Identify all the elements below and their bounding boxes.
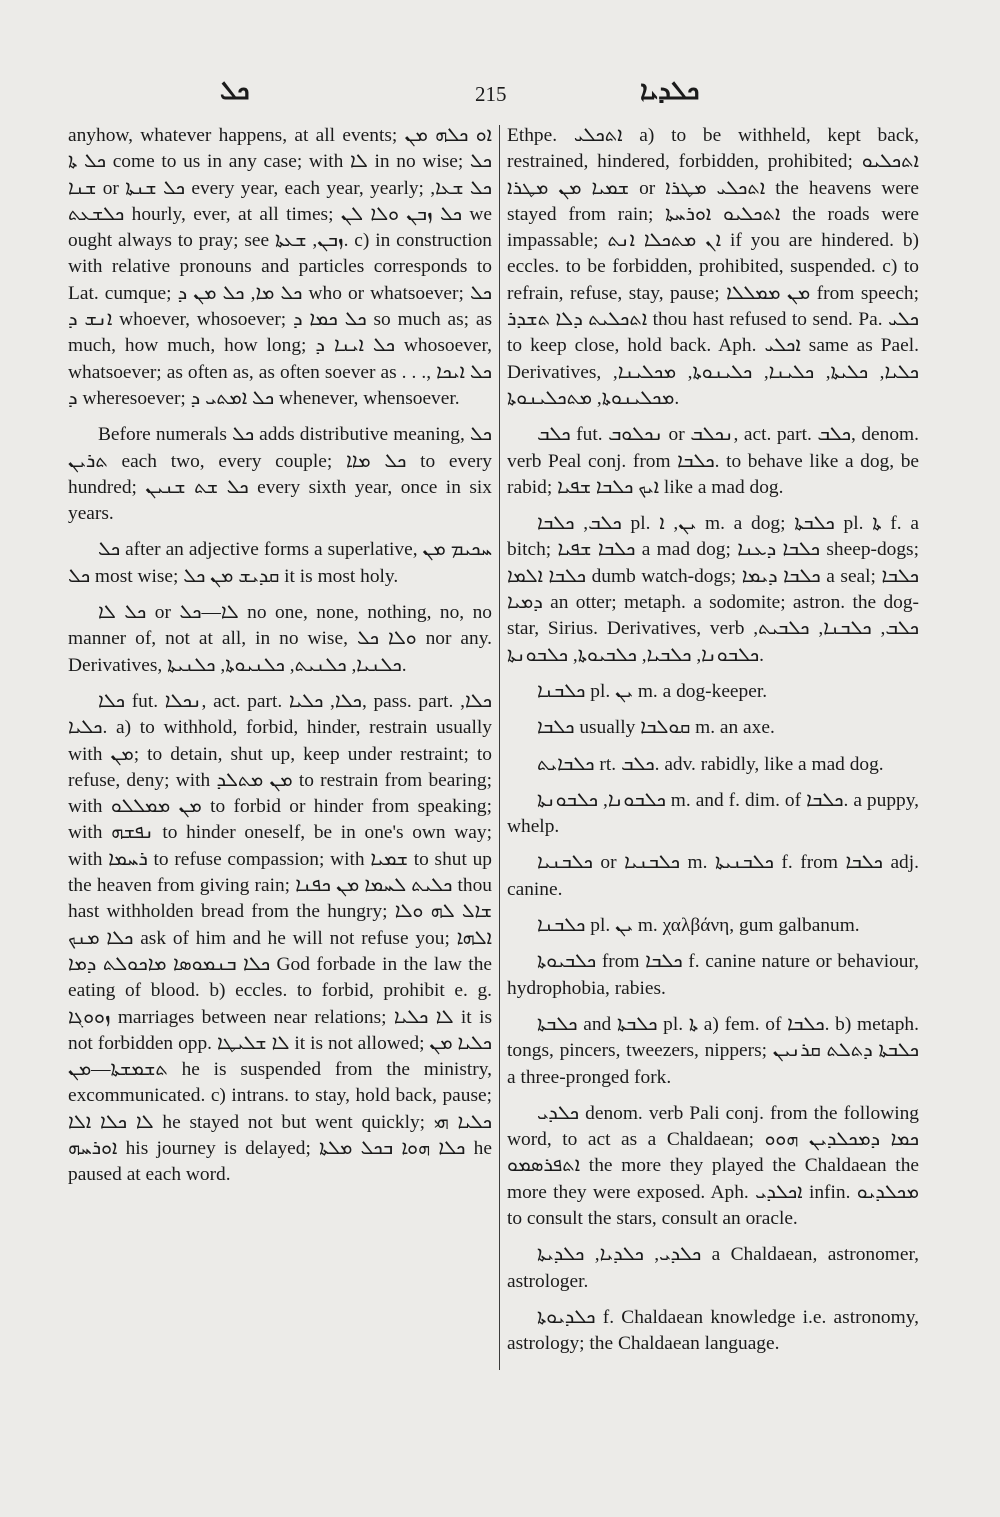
entry-paragraph: ܟܠ after an adjective forms a superlative, ܚܟܝܡ ܡܢ ܟܠ most wise; ܩܕܝܫ ܡܢ ܟܠ it is most holy. — [68, 539, 492, 587]
entry-paragraph: ܟܠܐ fut. ܢܟܠܐ, act. part. ܟܠܐ, ܟܠܝܐ, pass. part. ܟܠܐ, ܟܠܝܐ. a) to withhold, forbid, hinder, restrain usually with ܡܢ; to detain, shut up, keep under restraint; to refuse, deny; with ܡܢ ܡܬܠܕ to restrain from bearing; with ܡܢ ܡܡܠܠܘ to forbid or hinder from speaking; with ܢܦܫܗ to hinder oneself, be in one's own way; with ܪܚܡܐ to refuse compassion; with ܫܡܝܐ to shut up the heaven from giving rain; ܟܠܝܬ ܠܚܡܐ ܡܢ ܟܦܢܐ thou hast withholden bread from the hungry; ܫܐܠ ܠܗ ܘܠܐ ܟܠܐ ܡܢܟ ask of him and he will not refuse you; ܐܠܗܐ ܟܠܐ ܒܢܡܘܣܐ ܡܐܟܘܠܬ ܕܡܐ God forbade in the law the eating of blood. b) eccles. to forbid, prohibit e. g. ܙܘܘܓܐ marriages between near relations; ܠܐ ܟܠܝܐ it is not forbidden opp. ܠܐ ܫܠܝܛܐ it is not allowed; ܟܠܝܐ ܡܢ ܬܫܡܫܬܐ—ܡܢ he is suspended from the ministry, excommunicated. c) intrans. to stay, hold back, pause; ܠܐ ܟܠܐ ܐܠܐ he stayed not but went quickly; ܟܠܝܐ ܗܝ ܐܘܪܚܗ his journey is delayed; ܟܠܐ ܗܘܐ ܒܟܠ ܡܠܬܐ he paused at each word. — [68, 690, 493, 1186]
page-number: 215 — [475, 82, 507, 106]
entry-paragraph: ܟܠܒ fut. ܢܟܠܘܒ or ܢܟܠܒ, act. part. ܟܠܒ, denom. verb Peal conj. from ܟܠܒܐ. to behave like a dog, be rabid; ܐܝܟ ܟܠܒܐ ܫܦܝܐ like a mad dog. — [507, 424, 919, 498]
entry-paragraph: anyhow, whatever happens, at all events; ܐܘ ܟܠܗ ܡܢ ܟܠ ܬܐ come to us in any case; with ܠܐ in no wise; ܟܠ ܫܢܐ or ܟܠ ܫܢܬܐ every year, each year, yearly; ܟܠ ܫܥܐ, ܟܠܫܥܬ hourly, ever, at all times; ܟܠ ܙܒܢ ܘܠܐ ܠܢ we ought always to pray; see ܙܒܢ, ܫܥܬܐ. c) in construction with relative pronouns and particles corresponds to Lat. cumque; ܟܠ ܡܐ, ܟܠ ܡܢ ܕ who or whatsoever; ܟܠ ܐܢܫ ܕ whoever, whosoever; ܟܠ ܟܡܐ ܕ so much as; as much, how much, how long; ܟܠ ܐܝܢܐ ܕ whosoever, whatsoever; as often as, as often soever as . . ., ܟܠ ܐܝܟܐ ܕ wheresoever; ܟܠ ܐܡܬܝ ܕ whenever, whensoever. — [68, 125, 493, 409]
running-header — [0, 74, 1000, 114]
entry-paragraph: ܟܠܒܝܘܬܐ from ܟܠܒܐ f. canine nature or behaviour, hydrophobia, rabies. — [507, 951, 919, 999]
entry-paragraph: ܟܠܒܐ usually ܩܘܠܒܐ m. an axe. — [537, 717, 775, 739]
entry-paragraph: ܟܠ ܠܐ or ܠܐ—ܟܠ no one, none, nothing, no, no manner of, not at all, in no wise, ܘܠܐ ܟܠ nor any. Derivatives, ܟܠܢܝܐ, ܟܠܢܝܬ, ܟܠܢܝܘܬܐ, ܟܠܢܝܬܐ. — [68, 602, 492, 676]
entry-paragraph: ܟܠܒܘܢܐ, ܟܠܒܘܢܬܐ m. and f. dim. of ܟܠܒܐ. a puppy, whelp. — [507, 789, 919, 838]
entry-paragraph: ܟܠܒܬܐ and ܟܠܒܬܐ pl. ܬܐ a) fem. of ܟܠܒܐ. b) metaph. tongs, pincers, tweezers, nippers; ܟܠܒܬܐ ܕܬܠܬ ܩܪܢܝܢ a three-pronged fork. — [507, 1013, 919, 1088]
entry-paragraph: ܟܠܕܝ denom. verb Pali conj. from the following word, to act as a Chaldaean; ܟܡܐ ܕܡܟܠܕܝܢ ܗܘܘ ܐܬܦܪܣܡܘ the more they played the Chaldaean the more they were exposed. Aph. ܐܟܠܕܝ infin. ܡܟܠܕܝܘ to consult the stars, consult an oracle. — [507, 1102, 920, 1229]
entry-paragraph: Before numerals ܟܠ adds distributive meaning, ܟܠ ܬܪܝܢ each two, every couple; ܟܠ ܡܐܐ to every hundred; ܟܠ ܫܬ ܫܢܝܢ every sixth year, once in six years. — [68, 424, 492, 525]
entry-paragraph: ܟܠܒܢܝܐ or ܟܠܒܢܝܐ m. ܟܠܒܢܝܬܐ f. from ܟܠܒܐ adj. canine. — [507, 852, 919, 900]
right-guide-word: ܟܠܕܝܐ — [640, 76, 700, 105]
entry-paragraph: Ethpe. ܐܬܟܠܝ a) to be withheld, kept back, restrained, hindered, forbidden, prohibited; ܐܬܟܠܝܘ ܫܡܝܐ ܡܢ ܡܛܪܐ or ܐܬܟܠܝ ܡܛܪܐ the heavens were stayed from rain; ܐܬܟܠܝܘ ܐܘܪܚܬܐ the roads were impassable; ܐܢ ܡܬܟܠܐ ܐܢܬ if you are hindered. b) eccles. to be forbidden, prohibited, suspended. c) to refrain, refuse, stay, pause; ܡܢ ܡܡܠܠܐ from speech; ܐܬܟܠܝܬ ܕܠܐ ܬܫܕܪ thou hast refused to send. Pa. ܟܠܝ to keep close, hold back. Aph. ܐܟܠܝ same as Pael. Derivatives, ܟܠܝܐ, ܟܠܝܬܐ, ܟܠܝܢܐ, ܟܠܝܢܘܬܐ, ܡܟܠܝܢܐ, ܡܟܠܝܢܘܬܐ, ܡܬܟܠܝܢܘܬܐ. — [507, 125, 920, 409]
right-column — [507, 123, 919, 1367]
entry-paragraph: ܟܠܕܝܘܬܐ f. Chaldaean knowledge i.e. astronomy, astrology; the Chaldaean language. — [507, 1306, 919, 1355]
entry-paragraph: ܟܠܒܢܐ pl. ܝܢ m. a dog-keeper. — [537, 680, 768, 702]
column-divider — [499, 125, 500, 1370]
left-column — [68, 123, 492, 1199]
left-guide-word: ܟܠ — [220, 76, 250, 105]
entry-paragraph: ܟܠܕܝ, ܟܠܕܝܐ, ܟܠܕܝܬܐ a Chaldaean, astronomer, astrologer. — [507, 1244, 919, 1292]
entry-paragraph: ܟܠܒܐܝܬ rt. ܟܠܒ. adv. rabidly, like a mad dog. — [537, 753, 884, 775]
entry-paragraph: ܟܠܒ, ܟܠܒܐ pl. ܝܢ, ܐ m. a dog; ܟܠܒܬܐ pl. ܬܐ f. a bitch; ܟܠܒܐ ܫܦܝܐ a mad dog; ܟܠܒܐ ܕܥܢܐ sheep-dogs; ܟܠܒܐ ܐܠܡܐ dumb watch-dogs; ܟܠܒܐ ܕܝܡܐ a seal; ܟܠܒܐ ܕܡܝܐ an otter; metaph. a sodomite; astron. the dog-star, Sirius. Derivatives, verb ܟܠܒ, ܟܠܒܢܐ, ܟܠܒܝܬ, ܟܠܒܘܢܐ, ܟܠܒܝܐ, ܟܠܒܝܘܬܐ, ܟܠܒܘܢܬܐ. — [507, 513, 919, 666]
entry-paragraph: ܟܠܒܢܐ pl. ܝܢ m. χαλβάνη, gum galbanum. — [537, 915, 860, 937]
